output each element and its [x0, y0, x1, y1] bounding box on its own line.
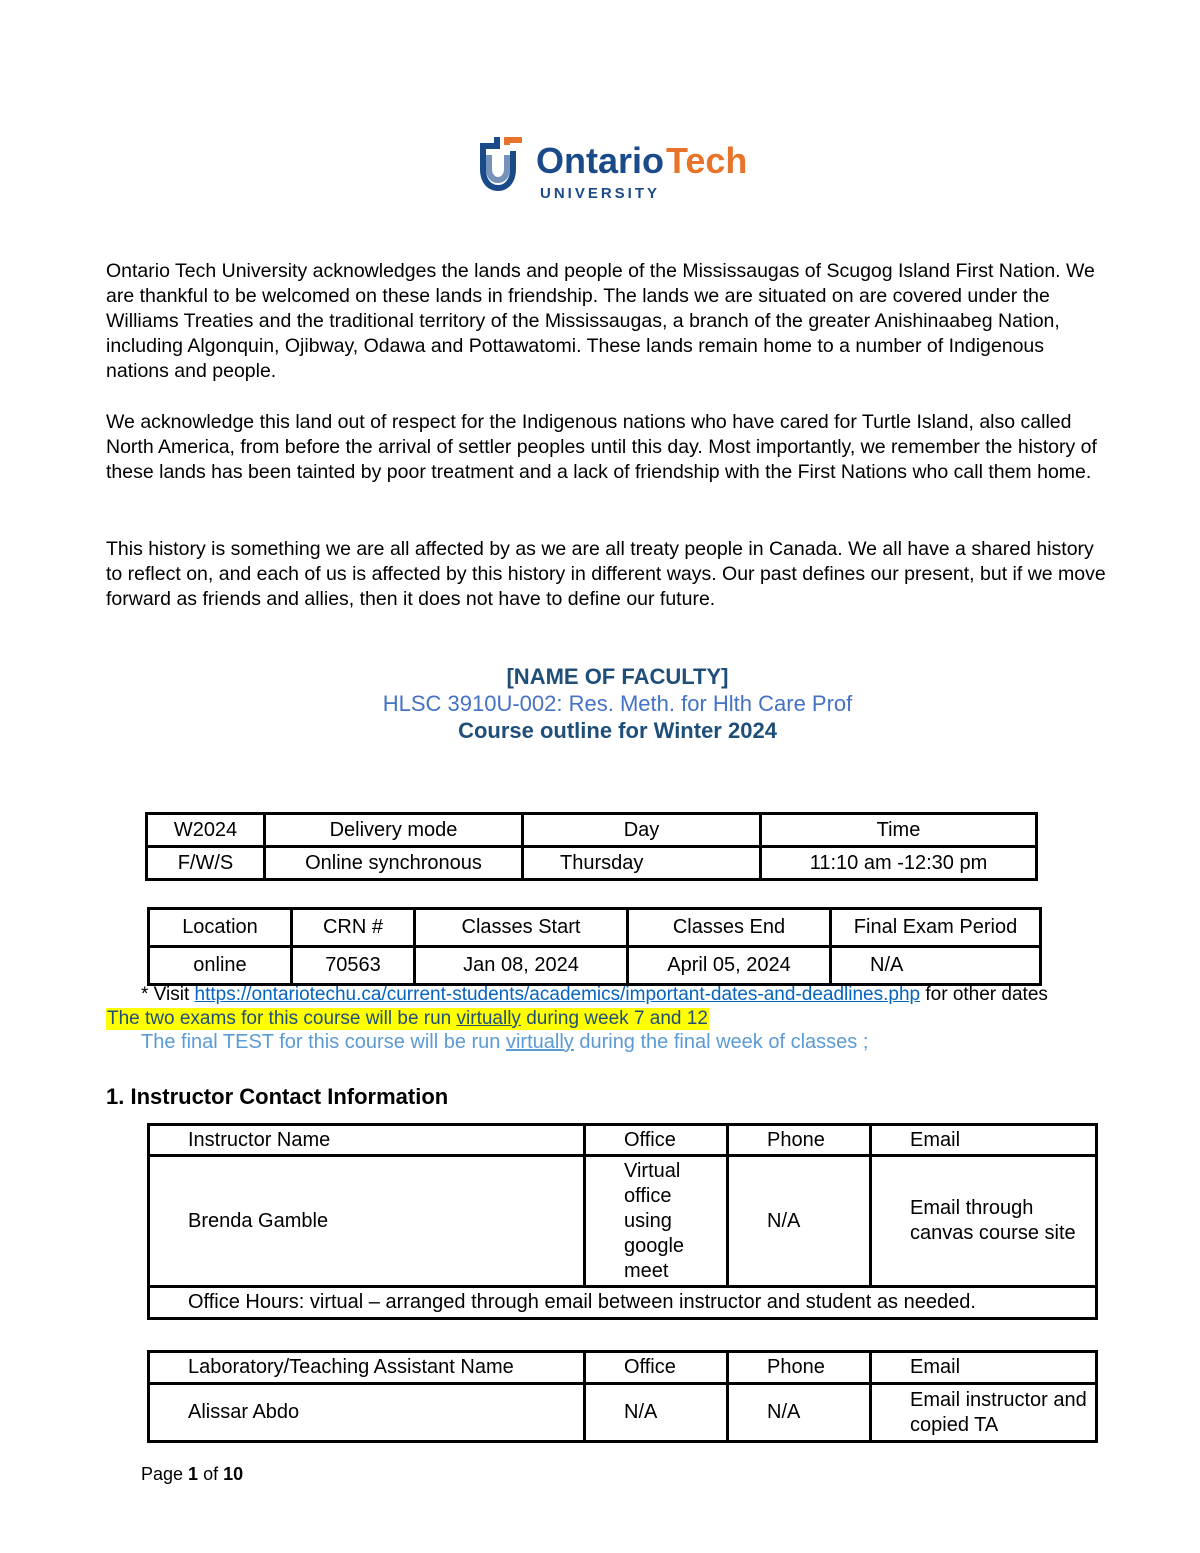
schedule-table	[145, 812, 1038, 881]
email-line: canvas course site	[910, 1222, 1076, 1244]
office-line: office	[624, 1184, 672, 1207]
logo-subtitle: UNIVERSITY	[540, 185, 661, 202]
office-line: google	[624, 1234, 685, 1257]
section-heading-instructor: 1. Instructor Contact Information	[106, 1084, 449, 1109]
page-footer	[141, 1464, 243, 1485]
footer-of-label: of	[198, 1464, 224, 1484]
footer-page-number: 1	[188, 1464, 199, 1484]
exams-note-weeks: during week 7 and 12	[520, 1008, 708, 1029]
final-note-text: The final TEST for this course will be run	[141, 1031, 506, 1053]
instructor-phone: N/A	[728, 1156, 871, 1287]
instructor-office	[585, 1156, 728, 1287]
ta-header: Email	[871, 1352, 1097, 1384]
land-ack-paragraph-2: We acknowledge this land out of respect for the Indigenous nations who have cared for Turtle Island, also called North America, from before the arrival of settler peoples until this day. Most importantly, we remember the history of these lands has been tainted by poor treatment and a lack of friendship with the First Nations who call them home.	[106, 411, 1097, 483]
office-line: using	[624, 1209, 672, 1232]
dates-cell: April 05, 2024	[628, 947, 831, 985]
dates-cell: online	[149, 947, 292, 985]
ta-header: Laboratory/Teaching Assistant Name	[149, 1352, 585, 1384]
course-title: HLSC 3910U-002: Res. Meth. for Hlth Care Prof	[382, 691, 853, 716]
instructor-name: Brenda Gamble	[149, 1156, 585, 1287]
footer-page-total: 10	[223, 1464, 244, 1484]
final-note-end: during the final week of classes ;	[573, 1031, 869, 1053]
ta-header: Office	[585, 1352, 728, 1384]
office-line: meet	[624, 1259, 669, 1282]
ta-table	[147, 1350, 1098, 1443]
instructor-header: Phone	[728, 1125, 871, 1156]
ta-header: Phone	[728, 1352, 871, 1384]
ontario-tech-logo	[470, 133, 770, 203]
final-test-note	[141, 1031, 868, 1054]
logo-emblem-icon	[470, 133, 770, 203]
dates-header: Classes Start	[415, 909, 628, 947]
dates-header: CRN #	[292, 909, 415, 947]
instructor-header: Office	[585, 1125, 728, 1156]
dates-header: Final Exam Period	[831, 909, 1041, 947]
dates-table	[147, 907, 1042, 986]
logo-name-tech: Tech	[666, 140, 748, 181]
exams-note	[106, 1008, 709, 1030]
dates-cell: 70563	[292, 947, 415, 985]
email-line: copied TA	[910, 1413, 999, 1436]
ta-email	[871, 1384, 1097, 1442]
office-line: Virtual	[624, 1159, 681, 1182]
instructor-email	[871, 1156, 1097, 1287]
outline-title: Course outline for Winter 2024	[458, 718, 777, 743]
schedule-header: Day	[523, 814, 761, 847]
visit-suffix: for other dates	[920, 984, 1048, 1005]
schedule-header: W2024	[147, 814, 265, 847]
ta-name: Alissar Abdo	[149, 1384, 585, 1442]
schedule-cell: F/W/S	[147, 847, 265, 880]
instructor-header: Instructor Name	[149, 1125, 585, 1156]
schedule-cell: Online synchronous	[265, 847, 523, 880]
email-line: Email through	[910, 1197, 1034, 1219]
visit-note	[141, 984, 1048, 1006]
office-hours: Office Hours: virtual – arranged through email between instructor and student as needed.	[149, 1287, 1097, 1319]
dates-header: Location	[149, 909, 292, 947]
land-ack-paragraph-3: This history is something we are all affected by as we are all treaty people in Canada. We all have a shared history to reflect on, and each of us is affected by this history in different ways. Our past defines our present, but if we move forward as friends and allies, then it does not have to define our future.	[106, 538, 1106, 610]
exams-note-virtually: virtually	[456, 1008, 521, 1029]
final-note-virtually: virtually	[505, 1031, 574, 1053]
dates-header: Classes End	[628, 909, 831, 947]
faculty-title: [NAME OF FACULTY]	[506, 664, 729, 689]
email-line: Email instructor and	[910, 1388, 1087, 1411]
schedule-cell: 11:10 am -12:30 pm	[761, 847, 1037, 880]
exams-note-text: The two exams for this course will be run	[107, 1008, 457, 1029]
logo-name-ontario: Ontario	[536, 140, 665, 181]
dates-cell: N/A	[831, 947, 1041, 985]
visit-prefix: * Visit	[141, 984, 195, 1005]
schedule-header: Time	[761, 814, 1037, 847]
schedule-cell: Thursday	[523, 847, 761, 880]
dates-cell: Jan 08, 2024	[415, 947, 628, 985]
ta-office: N/A	[585, 1384, 728, 1442]
important-dates-link[interactable]: https://ontariotechu.ca/current-students/academics/important-dates-and-deadlines.php	[194, 984, 921, 1005]
instructor-header: Email	[871, 1125, 1097, 1156]
land-ack-paragraph-1: Ontario Tech University acknowledges the lands and people of the Mississaugas of Scugog Island First Nation. We are thankful to be welcomed on these lands in friendship. The lands we are situated on are covered under the Williams Treaties and the traditional territory of the Mississaugas, a branch of the greater Anishinaabeg Nation, including Algonquin, Ojibway, Odawa and Pottawatomi. These lands remain home to a number of Indigenous nations and people.	[106, 260, 1095, 382]
ta-phone: N/A	[728, 1384, 871, 1442]
schedule-header: Delivery mode	[265, 814, 523, 847]
instructor-table	[147, 1123, 1098, 1320]
footer-page-label: Page	[141, 1464, 189, 1484]
